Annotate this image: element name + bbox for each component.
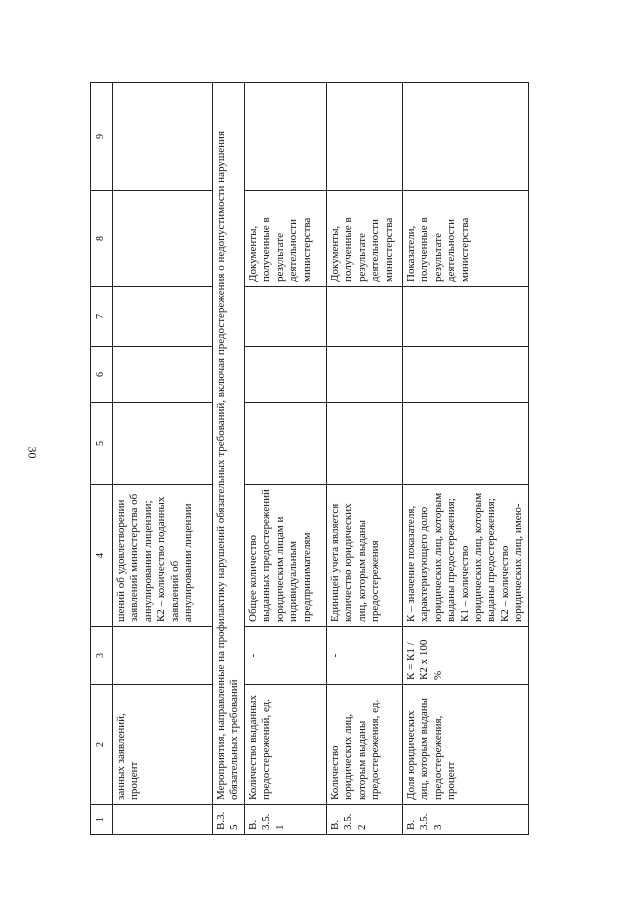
cell-formula: - <box>327 627 403 685</box>
cell-formula <box>113 627 213 685</box>
header-col-6: 6 <box>91 347 113 403</box>
header-col-8: 8 <box>91 191 113 287</box>
cell-method: Единицей учета является количество юридических лиц, которым выданы предостережения <box>327 485 403 627</box>
header-col-1: 1 <box>91 805 113 835</box>
cell-source <box>113 191 213 287</box>
header-col-3: 3 <box>91 627 113 685</box>
cell-method: К – значение показателя, характеризующего долю юридических лиц, которым выданы предостережения; К1 – количество юридических лиц, которым выданы предостережения; К2 – количество юридических лиц, имею- <box>403 485 529 627</box>
cell-code: В. 3.5.1 <box>245 805 327 835</box>
cell-col5 <box>403 403 529 485</box>
page-number: 30 <box>25 446 40 459</box>
header-col-9: 9 <box>91 83 113 191</box>
cell-col9 <box>113 83 213 191</box>
cell-code: В. 3.5.3 <box>403 805 529 835</box>
cell-name: Количество выданных предостережений, ед. <box>245 685 327 805</box>
cell-source: Показатели, полученные в результате деятельности министерства <box>403 191 529 287</box>
section-title: Мероприятия, направленные на профилактику нарушений обязательных требований, включая предостережения о недопустимости нарушения обязательных требований <box>213 83 245 805</box>
rotated-table-sheet <box>90 83 525 835</box>
header-col-7: 7 <box>91 287 113 347</box>
cell-name: Доля юридических лиц, которым выданы предостережения, процент <box>403 685 529 805</box>
cell-col5 <box>327 403 403 485</box>
cell-name: занных заявлений, процент <box>113 685 213 805</box>
cell-col6 <box>113 347 213 403</box>
cell-col6 <box>245 347 327 403</box>
cell-source: Документы, полученные в результате деятельности министерства <box>327 191 403 287</box>
header-row <box>91 83 113 835</box>
cell-col9 <box>403 83 529 191</box>
header-col-5: 5 <box>91 403 113 485</box>
cell-formula: К = К1 / К2 х 100 % <box>403 627 529 685</box>
table-row <box>327 83 403 835</box>
cell-col9 <box>327 83 403 191</box>
cell-method: шений об удовлетворении заявлений министерства об аннулировании лицензии; К2 – количество поданных заявлений об аннулировании лицензии <box>113 485 213 627</box>
cell-col7 <box>245 287 327 347</box>
cell-col7 <box>113 287 213 347</box>
section-row <box>213 83 245 835</box>
cell-col9 <box>245 83 327 191</box>
continuation-row <box>113 83 213 835</box>
cell-col5 <box>113 403 213 485</box>
cell-code: В. 3.5.2 <box>327 805 403 835</box>
header-col-2: 2 <box>91 685 113 805</box>
cell-col7 <box>403 287 529 347</box>
cell-method: Общее количество выданных предостережений юридическим лицам и индивидуальным предпринимателям <box>245 485 327 627</box>
indicators-table <box>90 82 529 835</box>
cell-col6 <box>327 347 403 403</box>
table-row <box>403 83 529 835</box>
section-code: В.3.5 <box>213 805 245 835</box>
cell-col7 <box>327 287 403 347</box>
cell-code <box>113 805 213 835</box>
header-col-4: 4 <box>91 485 113 627</box>
cell-col6 <box>403 347 529 403</box>
cell-name: Количество юридических лиц, которым выданы предостережения, ед. <box>327 685 403 805</box>
cell-col5 <box>245 403 327 485</box>
table-row <box>245 83 327 835</box>
cell-source: Документы, полученные в результате деятельности министерства <box>245 191 327 287</box>
cell-formula: - <box>245 627 327 685</box>
